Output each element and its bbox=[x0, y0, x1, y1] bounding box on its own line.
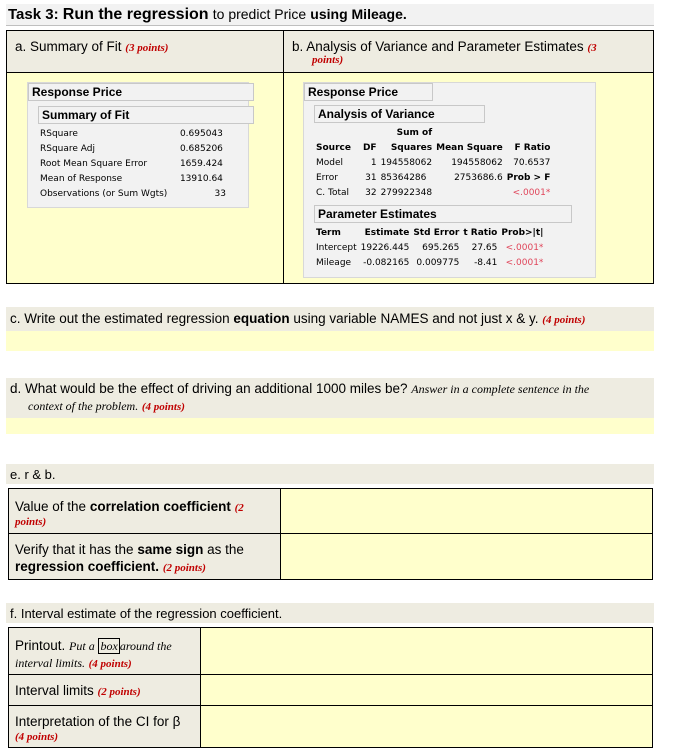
task-prefix: Task 3: bbox=[8, 6, 59, 23]
f1-pre: Printout. bbox=[15, 638, 66, 653]
part-a-points: (3 points) bbox=[125, 42, 169, 54]
anova-header-ms: Mean Square bbox=[436, 143, 503, 153]
params-cell-se: 695.265 bbox=[422, 243, 460, 253]
anova-cell-df: 32 bbox=[365, 188, 377, 198]
anova-header-source: Source bbox=[316, 143, 351, 153]
f1-points: (4 points) bbox=[88, 658, 132, 670]
part-c-header bbox=[6, 307, 654, 331]
part-f-header bbox=[6, 603, 654, 623]
anova-cell-source: C. Total bbox=[316, 188, 350, 198]
params-cell-term: Mileage bbox=[316, 258, 352, 268]
summary-row-value: 0.695043 bbox=[179, 129, 223, 139]
params-row bbox=[314, 241, 545, 256]
part-d-italic: Answer in a complete sentence in the bbox=[411, 382, 590, 396]
anova-cell-ms: 2753686.6 bbox=[454, 173, 503, 183]
params-header-cell: Std Error bbox=[413, 228, 460, 238]
task-mid: to predict Price bbox=[212, 6, 307, 22]
params-cell-t: -8.41 bbox=[474, 258, 498, 268]
summary-row-value: 33 bbox=[214, 189, 226, 199]
summary-row-label: Root Mean Square Error bbox=[40, 159, 148, 169]
task-header bbox=[6, 4, 654, 26]
f1-italic3: interval limits. bbox=[15, 656, 85, 670]
anova-cell-f: Prob > F bbox=[506, 173, 551, 183]
part-f-row1-answer[interactable] bbox=[201, 628, 652, 675]
summary-row bbox=[38, 142, 228, 157]
summary-row bbox=[38, 187, 228, 202]
part-f-label: f. Interval estimate of the regression coefficient. bbox=[10, 606, 283, 621]
summary-section-title: Summary of Fit bbox=[38, 106, 254, 124]
anova-cell-ms: 194558062 bbox=[451, 158, 503, 168]
summary-row-value: 1659.424 bbox=[179, 159, 223, 169]
part-e-label: e. r & b. bbox=[10, 467, 56, 482]
f3-pre: Interpretation of the CI for β bbox=[15, 714, 181, 729]
params-header-cell: t Ratio bbox=[463, 228, 498, 238]
f1-boxed: box bbox=[100, 639, 118, 653]
summary-fit-table bbox=[38, 127, 228, 202]
part-e-row2-answer[interactable] bbox=[281, 534, 652, 579]
f1-italic1: Put a bbox=[69, 639, 95, 653]
f2-points: (2 points) bbox=[97, 686, 141, 698]
ab-table bbox=[6, 30, 654, 284]
anova-header-sumof: Sum of bbox=[396, 128, 433, 138]
part-c-answer[interactable] bbox=[6, 331, 654, 351]
e1-points-a: (2 bbox=[234, 502, 244, 514]
anova-printout bbox=[303, 82, 596, 278]
anova-row bbox=[314, 186, 552, 201]
summary-row-value: 0.685206 bbox=[179, 144, 223, 154]
part-c-bold: equation bbox=[233, 311, 290, 326]
params-header-cell: Estimate bbox=[364, 228, 410, 238]
task-bold: using Mileage. bbox=[310, 6, 407, 22]
summary-fit-printout bbox=[27, 82, 249, 208]
params-cell-t: 27.65 bbox=[471, 243, 498, 253]
anova-header-f: F Ratio bbox=[514, 143, 551, 153]
f3-points: (4 points) bbox=[15, 731, 59, 743]
part-d-points: (4 points) bbox=[141, 401, 185, 413]
anova-header-squares: Squares bbox=[390, 143, 433, 153]
part-a-header bbox=[7, 31, 284, 73]
task-title: Run the regression bbox=[62, 6, 209, 23]
part-d-text: d. What would be the effect of driving an additional 1000 miles be? bbox=[10, 381, 408, 396]
anova-table bbox=[314, 126, 552, 201]
part-f-row3-answer[interactable] bbox=[201, 706, 652, 747]
part-d-italic-cont: context of the problem. bbox=[28, 399, 139, 413]
anova-cell-df: 31 bbox=[365, 173, 377, 183]
summary-response-title: Response Price bbox=[28, 83, 254, 101]
part-f-table bbox=[8, 627, 653, 748]
anova-cell-ss: 85364286 bbox=[380, 173, 427, 183]
params-header-cell: Prob>|t| bbox=[501, 228, 544, 238]
anova-section-title: Analysis of Variance bbox=[314, 105, 485, 123]
part-e-table bbox=[8, 488, 653, 580]
params-row bbox=[314, 256, 545, 271]
anova-cell-ms bbox=[434, 186, 505, 201]
anova-cell-df: 1 bbox=[370, 158, 377, 168]
part-d-header bbox=[6, 378, 654, 418]
summary-row bbox=[38, 157, 228, 172]
anova-row bbox=[314, 171, 552, 186]
anova-row bbox=[314, 156, 552, 171]
part-c-rest: using variable NAMES and not just x & y. bbox=[293, 311, 539, 326]
anova-cell-ss: 194558062 bbox=[380, 158, 433, 168]
part-a-label: a. Summary of Fit bbox=[15, 39, 122, 54]
anova-cell-f: <.0001* bbox=[512, 188, 551, 198]
e1-points-b: points) bbox=[15, 516, 47, 528]
e1-pre: Value of the bbox=[15, 499, 87, 514]
params-header-cell: Term bbox=[316, 228, 341, 238]
params-cell-se: 0.009775 bbox=[416, 258, 460, 268]
e2-post: . bbox=[155, 559, 160, 574]
params-cell-p: <.0001* bbox=[505, 243, 544, 253]
part-f-row2-label bbox=[9, 675, 201, 706]
anova-cell-f: 70.6537 bbox=[513, 158, 551, 168]
e2-bold1: same sign bbox=[137, 542, 204, 557]
summary-row-label: RSquare Adj bbox=[40, 144, 96, 154]
part-e-row1-label bbox=[9, 489, 281, 534]
part-f-row2-answer[interactable] bbox=[201, 675, 652, 706]
e2-pre: Verify that it has the bbox=[15, 542, 134, 557]
anova-cell-source: Model bbox=[316, 158, 344, 168]
e1-bold: correlation coefficient bbox=[89, 499, 231, 514]
anova-response-title: Response Price bbox=[304, 83, 433, 101]
params-cell-p: <.0001* bbox=[505, 258, 544, 268]
f1-italic2: around the bbox=[119, 639, 172, 653]
summary-row bbox=[38, 172, 228, 187]
part-b-header bbox=[284, 31, 653, 73]
params-cell-est: -0.082165 bbox=[363, 258, 410, 268]
part-f-row1-label bbox=[9, 628, 201, 675]
summary-row-value: 13910.64 bbox=[179, 174, 223, 184]
part-f-row3-label bbox=[9, 706, 201, 747]
part-b-label: b. Analysis of Variance and Parameter Estimates bbox=[292, 39, 584, 54]
e2-mid: as the bbox=[207, 542, 244, 557]
part-e-row2-label bbox=[9, 534, 281, 579]
params-table bbox=[314, 226, 545, 271]
part-c-points: (4 points) bbox=[542, 314, 586, 326]
anova-header-df: DF bbox=[362, 143, 377, 153]
summary-row-label: RSquare bbox=[40, 129, 78, 139]
part-b-points-a: (3 bbox=[587, 42, 597, 54]
part-e-header bbox=[6, 464, 654, 484]
summary-row-label: Observations (or Sum Wgts) bbox=[40, 189, 168, 199]
e2-bold2: regression coefficient bbox=[15, 559, 156, 574]
part-e-row1-answer[interactable] bbox=[281, 489, 652, 534]
part-d-answer[interactable] bbox=[6, 418, 654, 434]
anova-cell-ss: 279922348 bbox=[380, 188, 433, 198]
f2-pre: Interval limits bbox=[15, 683, 94, 698]
part-c-text: c. Write out the estimated regression bbox=[10, 311, 230, 326]
summary-row-label: Mean of Response bbox=[40, 174, 123, 184]
part-b-points-b: points) bbox=[312, 54, 344, 66]
params-cell-term: Intercept bbox=[316, 243, 357, 253]
summary-row bbox=[38, 127, 228, 142]
params-section-title: Parameter Estimates bbox=[314, 205, 572, 223]
e2-points: (2 points) bbox=[162, 562, 206, 574]
params-cell-est: 19226.445 bbox=[360, 243, 410, 253]
anova-cell-source: Error bbox=[316, 173, 338, 183]
